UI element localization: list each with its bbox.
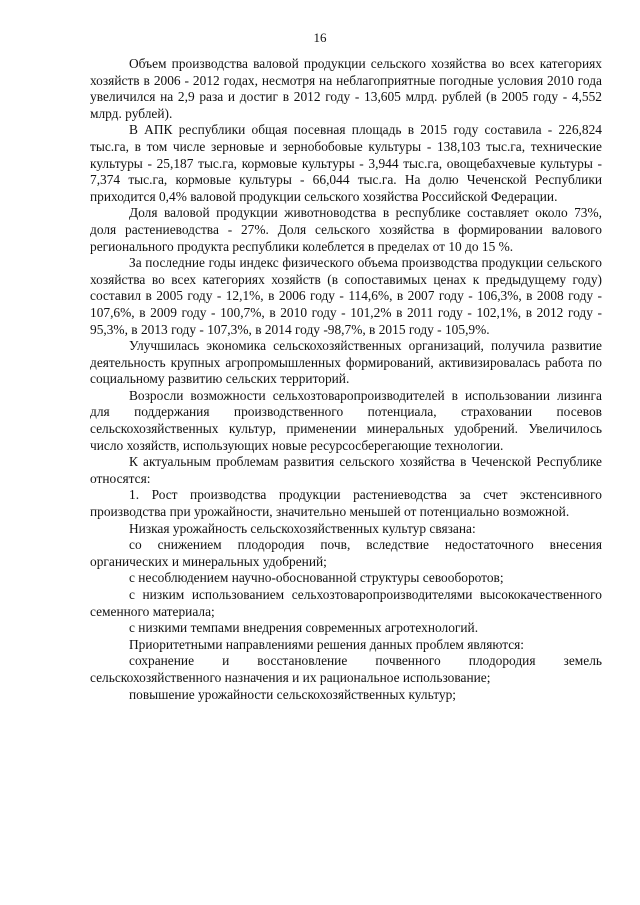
list-item: с низкими темпами внедрения современных агротехнологий. xyxy=(129,620,479,636)
list-item: с несоблюдением научно-обоснованной структуры севооборотов; xyxy=(129,570,504,586)
document-body xyxy=(90,56,602,703)
paragraph-leasing: Возросли возможности сельхозтоваропроизводителей в использовании лизинга для поддержания производственного потенциала, страховании посевов сельскохозяйственных культур, применении минеральных удобрений. Увеличилось число хозяйств, использующих новые ресурсосберегающие технологии. xyxy=(90,387,602,453)
paragraph-production-index: За последние годы индекс физического объема производства продукции сельского хозяйства во всех категориях хозяйств (в сопоставимых ценах к предыдущему году) составил в 2005 году - 12,1%, в 2006 году - 114,6%, в 2007 году - 106,3%, в 2008 году - 107,6%, в 2009 году - 100,7%, в 2010 году - 101,2% в 2011 году - 102,1%, в 2012 году - 95,3%, в 2013 году - 107,3%, в 2014 году -98,7%, в 2015 году - 105,9%. xyxy=(90,255,602,337)
list-item: сохранение и восстановление почвенного плодородия земель сельскохозяйственного назначения и их рациональное использование; xyxy=(90,653,602,685)
paragraph-gross-output: Объем производства валовой продукции сельского хозяйства во всех категориях хозяйств в 2006 - 2012 годах, несмотря на неблагоприятные погодные условия 2010 года увеличился на 2,9 раза и достиг в 2012 году - 13,605 млрд. рублей (в 2005 году - 4,552 млрд. рублей). xyxy=(90,56,602,121)
paragraph-economy-improved: Улучшилась экономика сельскохозяйственных организаций, получила развитие деятельность крупных агропромышленных формирований, активизировалась работа по социальному развитию сельских территорий. xyxy=(90,338,602,387)
list-item: со снижением плодородия почв, вследствие недостаточного внесения органических и минеральных удобрений; xyxy=(90,537,602,569)
list-item: повышение урожайности сельскохозяйственных культур; xyxy=(129,686,456,702)
page-number: 16 xyxy=(313,30,327,45)
paragraph-sown-area: В АПК республики общая посевная площадь в 2015 году составила - 226,824 тыс.га, в том числе зерновые и зернобобовые культуры - 138,103 тыс.га, технические культуры - 25,187 тыс.га, кормовые культуры - 3,944 тыс.га, овощебахчевые культуры - 7,374 тыс.га, кормовые культуры - 66,044 тыс.га. На долю Чеченской Республики приходится 0,4% валовой продукции сельского хозяйства Российской Федерации. xyxy=(90,122,602,204)
list-item: с низким использованием сельхозтоваропроизводителями высококачественного семенного материала; xyxy=(90,587,602,619)
paragraph-problems-intro: К актуальным проблемам развития сельского хозяйства в Чеченской Республике относятся: xyxy=(90,454,602,486)
paragraph-livestock-share: Доля валовой продукции животноводства в республике составляет около 73%, доля растениеводства - 27%. Доля сельского хозяйства в формировании валового регионального продукта республики колеблется в пределах от 10 до 15 %. xyxy=(90,205,602,254)
paragraph-priorities: Приоритетными направлениями решения данных проблем являются: xyxy=(129,636,525,652)
paragraph-problem-1: 1. Рост производства продукции растениеводства за счет экстенсивного производства при урожайности, значительно меньшей от потенциально возможной. xyxy=(90,487,602,520)
paragraph-low-yield: Низкая урожайность сельскохозяйственных культур связана: xyxy=(129,520,476,536)
